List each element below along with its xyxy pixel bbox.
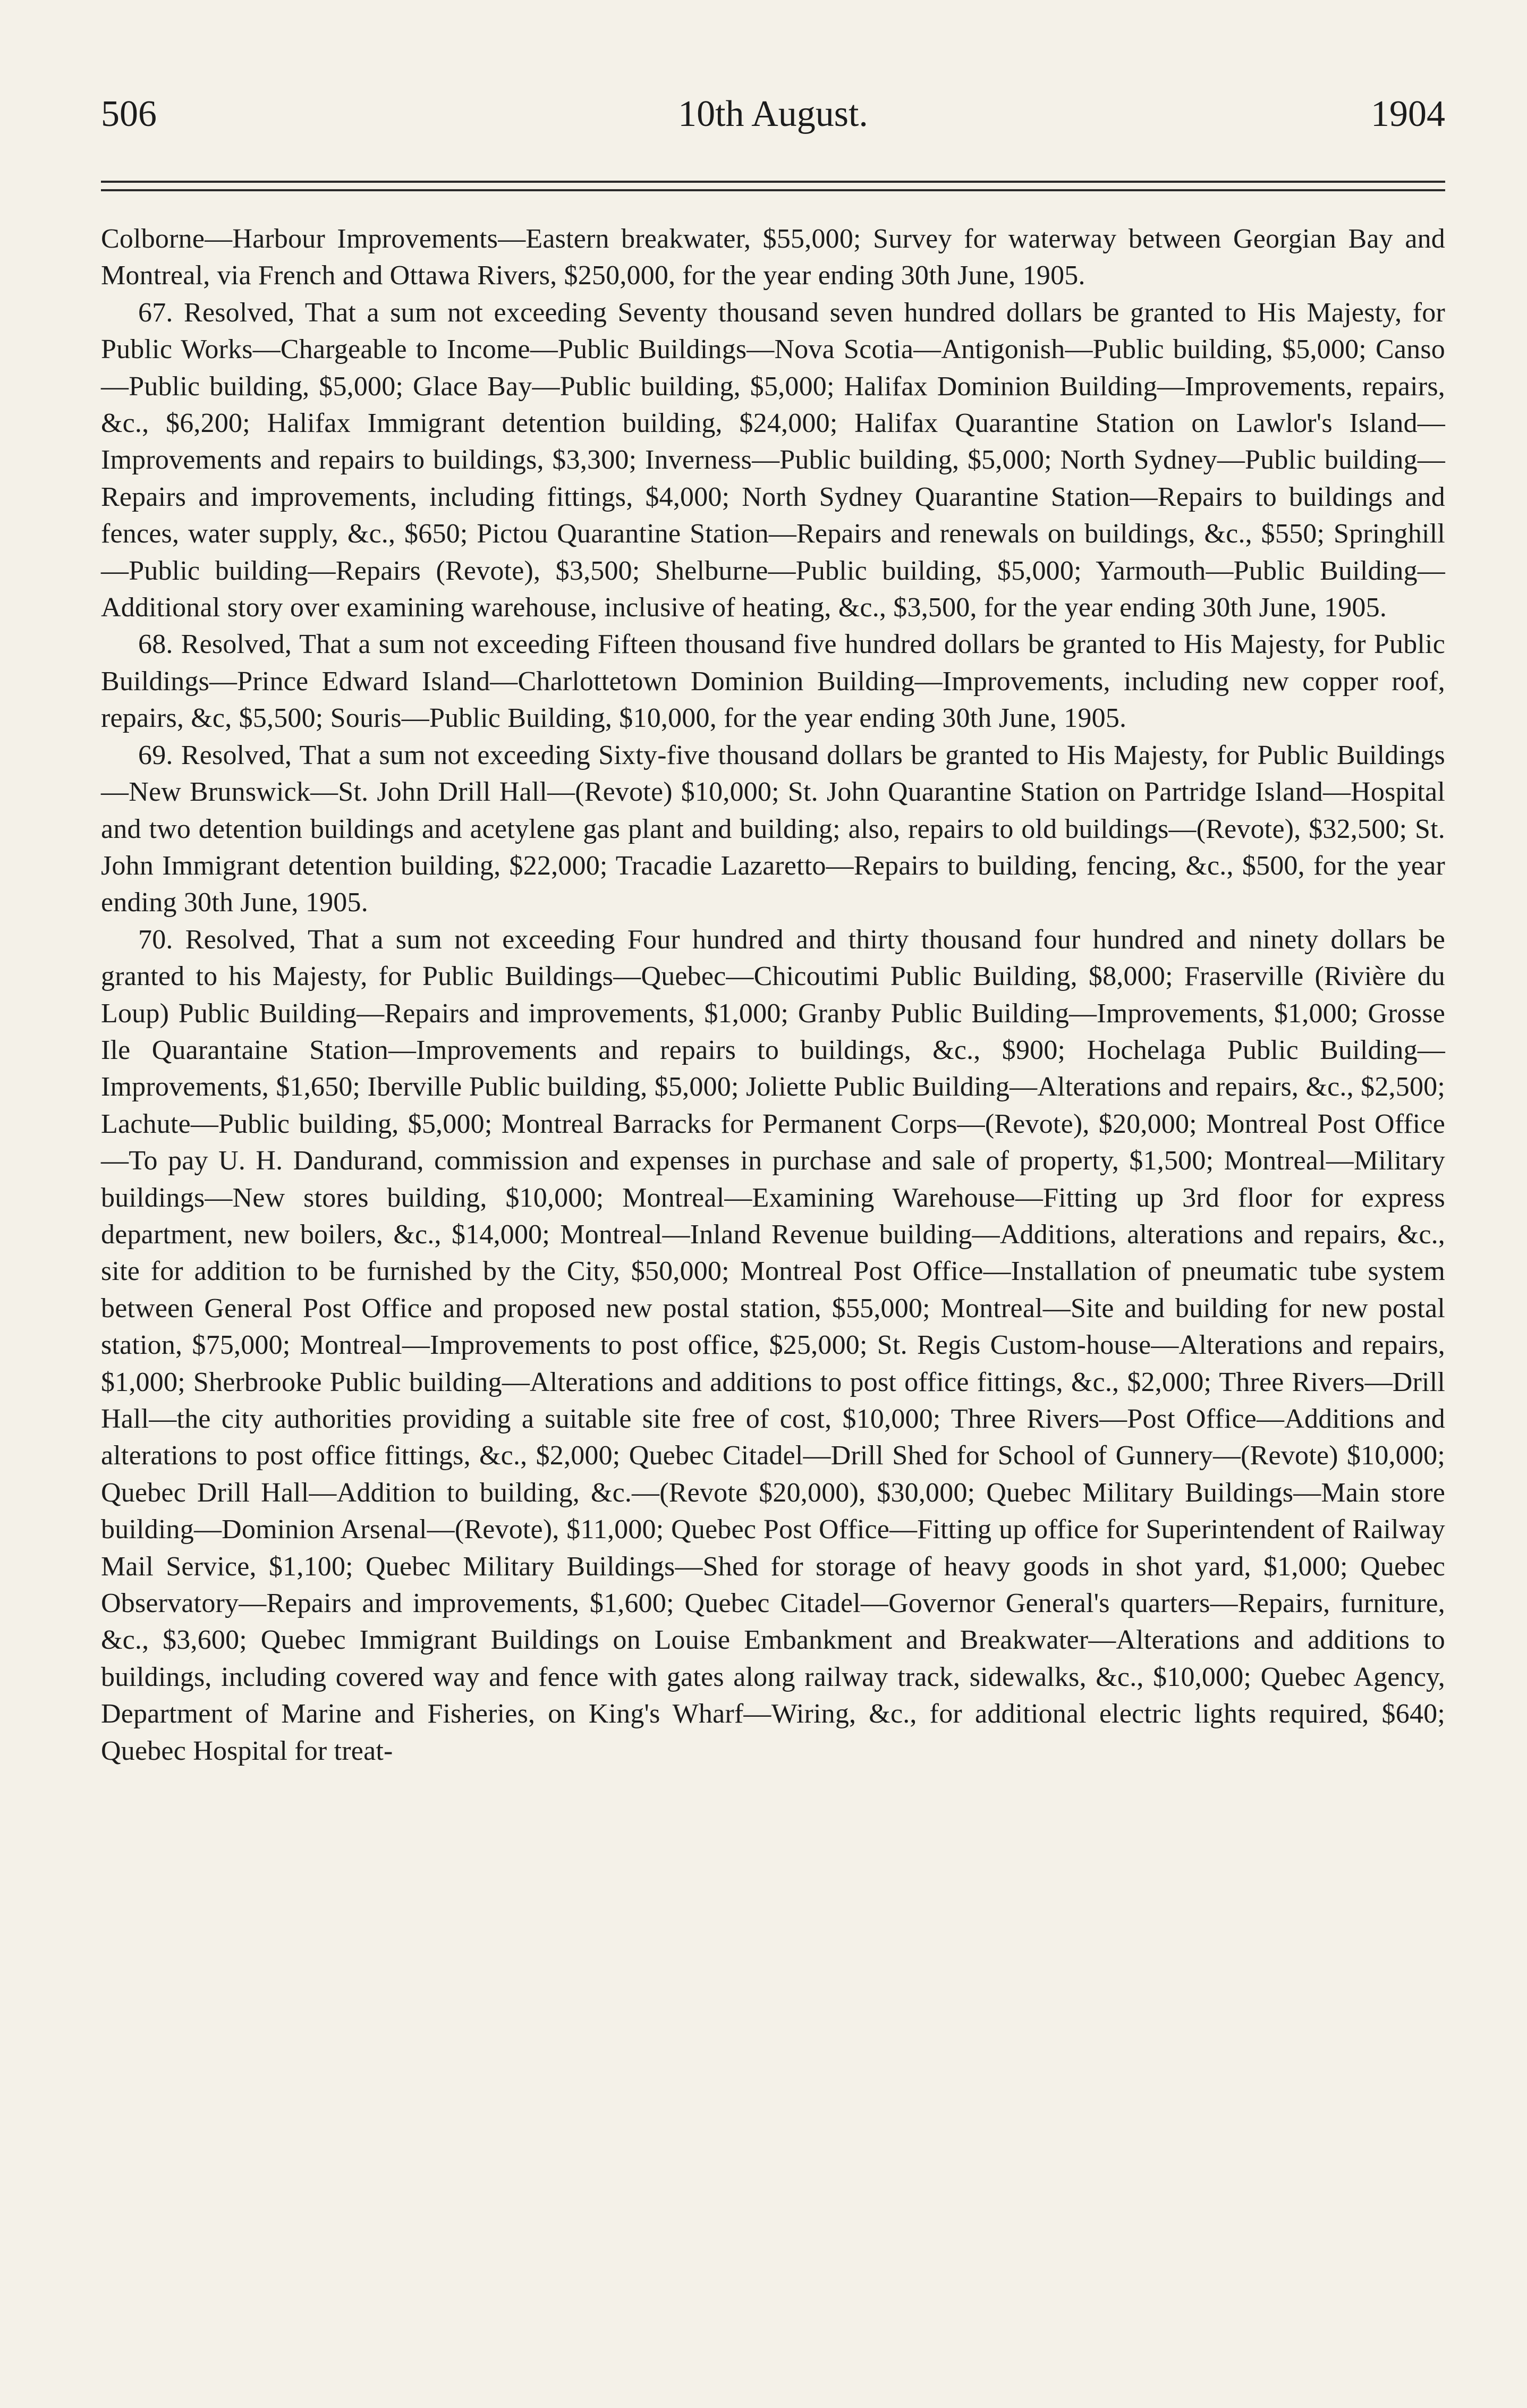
header-rule-top: [101, 181, 1445, 183]
paragraph-continuation: Colborne—Harbour Improvements—Eastern breakwater, $55,000; Survey for waterway between Georgian Bay and Montreal, via French and Ottawa Rivers, $250,000, for the year ending 30th June, 1905.: [101, 224, 1445, 291]
page-header: [101, 85, 1445, 143]
header-date: 10th August.: [678, 94, 868, 134]
body-text: [101, 221, 1445, 1769]
header-rule-bottom: [101, 189, 1445, 191]
resolution-68: 68. Resolved, That a sum not exceeding Fifteen thousand five hundred dollars be granted to His Majesty, for Public Buildings—Prince Edward Island—Charlottetown Dominion Building—Improvements, including new copper roof, repairs, &c, $5,500; Souris—Public Building, $10,000, for the year ending 30th June, 1905.: [101, 629, 1445, 734]
header-year: 1904: [1371, 94, 1445, 134]
resolution-70: 70. Resolved, That a sum not exceeding Four hundred and thirty thousand four hundred and ninety dollars be granted to his Majesty, for Public Buildings—Quebec—Chicoutimi Public Building, $8,000; Fraserville (Rivière du Loup) Public Building—Repairs and improvements, $1,000; Granby Public Building—Improvements, $1,000; Grosse Ile Quarantaine Station—Improvements and repairs to buildings, &c., $900; Hochelaga Public Building—Improvements, $1,650; Iberville Public building, $5,000; Joliette Public Building—Alterations and repairs, &c., $2,500; Lachute—Public building, $5,000; Montreal Barracks for Permanent Corps—(Revote), $20,000; Montreal Post Office—To pay U. H. Dandurand, commission and expenses in purchase and sale of property, $1,500; Montreal—Military buildings—New stores building, $10,000; Montreal—Examining Warehouse—Fitting up 3rd floor for express department, new boilers, &c., $14,000; Montreal—Inland Revenue building—Additions, alterations and repairs, &c., site for addition to be furnished by the City, $50,000; Montreal Post Office—Installation of pneumatic tube system between General Post Office and proposed new postal station, $55,000; Montreal—Site and building for new postal station, $75,000; Montreal—Improvements to post office, $25,000; St. Regis Custom-house—Alterations and repairs, $1,000; Sherbrooke Public building—Alterations and additions to post office fittings, &c., $2,000; Three Rivers—Drill Hall—the city authorities providing a suitable site free of cost, $10,000; Three Rivers—Post Office—Additions and alterations to post office fittings, &c., $2,000; Quebec Citadel—Drill Shed for School of Gunnery—(Revote) $10,000; Quebec Drill Hall—Addition to building, &c.—(Revote $20,000), $30,000; Quebec Military Buildings—Main store building—Dominion Arsenal—(Revote), $11,000; Quebec Post Office—Fitting up office for Superintendent of Railway Mail Service, $1,100; Quebec Military Buildings—Shed for storage of heavy goods in shot yard, $1,000; Quebec Observatory—Repairs and improvements, $1,600; Quebec Citadel—Governor General's quarters—Repairs, furniture, &c., $3,600; Quebec Immigrant Buildings on Louise Embankment and Breakwater—Alterations and additions to buildings, including covered way and fence with gates along railway track, sidewalks, &c., $10,000; Quebec Agency, Department of Marine and Fisheries, on King's Wharf—Wiring, &c., for additional electric lights required, $640; Quebec Hospital for treat-: [101, 924, 1445, 1766]
resolution-69: 69. Resolved, That a sum not exceeding Sixty-five thousand dollars be granted to His Majesty, for Public Buildings—New Brunswick—St. John Drill Hall—(Revote) $10,000; St. John Quarantine Station on Partridge Island—Hospital and two detention buildings and acetylene gas plant and building; also, repairs to old buildings—(Revote), $32,500; St. John Immigrant detention building, $22,000; Tracadie Lazaretto—Repairs to building, fencing, &c., $500, for the year ending 30th June, 1905.: [101, 740, 1445, 918]
resolution-67: 67. Resolved, That a sum not exceeding Seventy thousand seven hundred dollars be granted to His Majesty, for Public Works—Chargeable to Income—Public Buildings—Nova Scotia—Antigonish—Public building, $5,000; Canso—Public building, $5,000; Glace Bay—Public building, $5,000; Halifax Dominion Building—Improvements, repairs, &c., $6,200; Halifax Immigrant detention building, $24,000; Halifax Quarantine Station on Lawlor's Island—Improvements and repairs to buildings, $3,300; Inverness—Public building, $5,000; North Sydney—Public building—Repairs and improvements, including fittings, $4,000; North Sydney Quarantine Station—Repairs to buildings and fences, water supply, &c., $650; Pictou Quarantine Station—Repairs and renewals on buildings, &c., $550; Springhill—Public building—Repairs (Revote), $3,500; Shelburne—Public building, $5,000; Yarmouth—Public Building—Additional story over examining warehouse, inclusive of heating, &c., $3,500, for the year ending 30th June, 1905.: [101, 297, 1445, 623]
page-number: 506: [101, 94, 157, 134]
